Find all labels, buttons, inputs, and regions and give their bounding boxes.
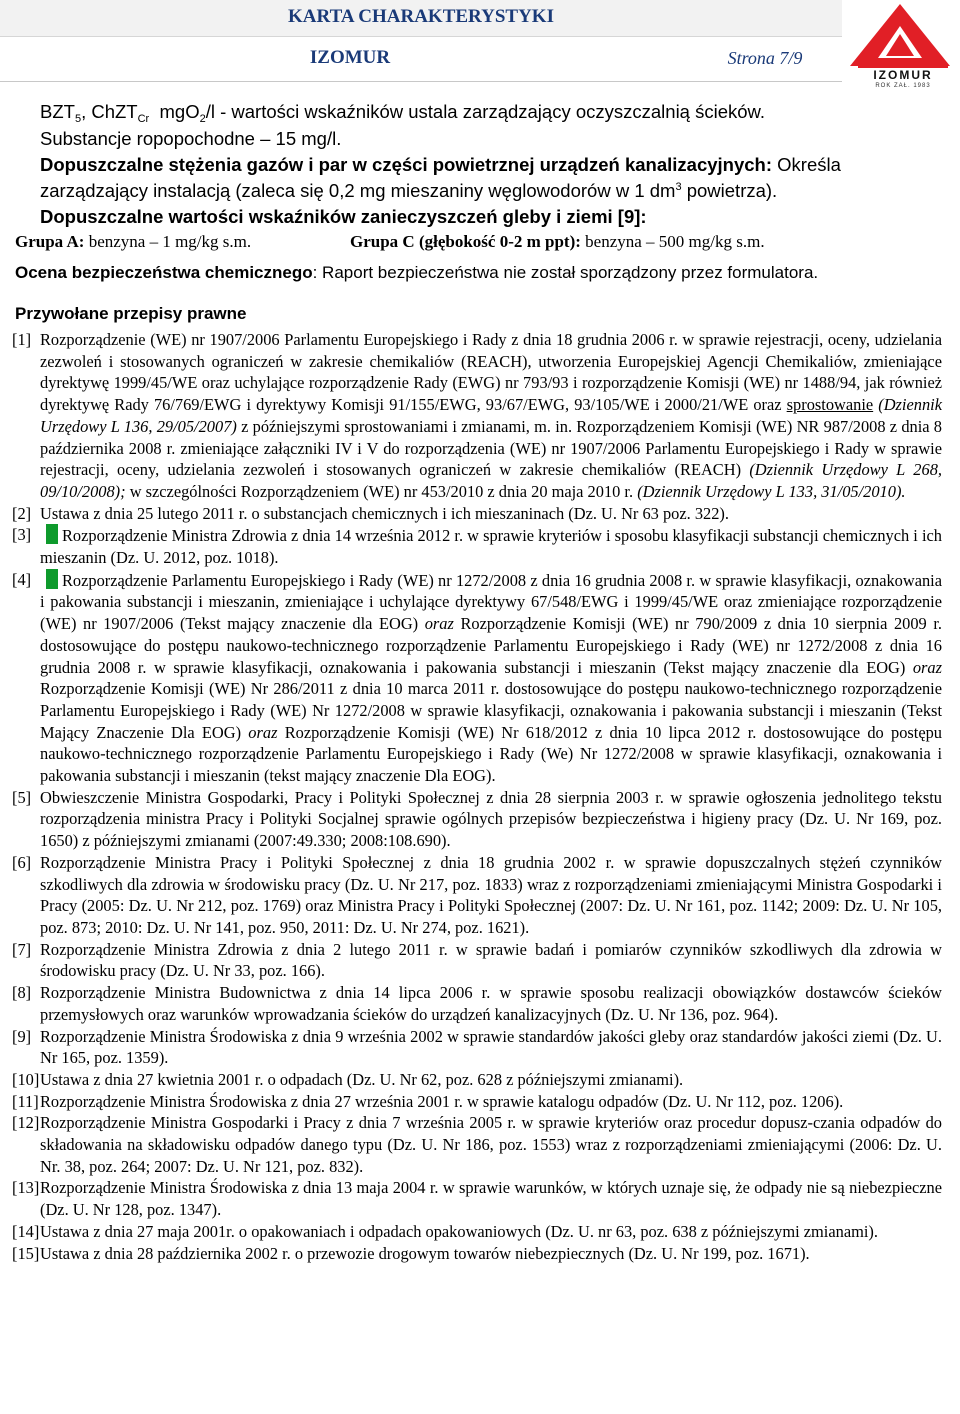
regulation-item: [12, 1243, 942, 1265]
intro-line-1: $BZT_5$, ChZT$_{Cr}$ mgO$_2$/l - wartości wskaźników ustala zarządzający oczyszczalnią ścieków.: [40, 101, 766, 125]
change-marker: [46, 524, 58, 544]
regulation-item: [12, 1112, 942, 1177]
regulation-number: [3]: [12, 525, 32, 545]
regulation-number: [10]: [12, 1069, 40, 1089]
gas-limits-line-1: Dopuszczalne stężenia gazów i par w części powietrznej urządzeń kanalizacyjnych: Określa: [40, 154, 841, 175]
regulation-text: Rozporządzenie (WE) nr 1907/2006 Parlamentu Europejskiego i Rady z dnia 18 grudnia 2006 r. w sprawie rejestracji, oceny, udzielania zezwoleń i stosowanych ograniczeń w zakresie chemikaliów (REACH), utworzenia Europejskiej Agencji Chemikaliów, zmieniające dyrektywę 1999/45/WE oraz uchylające rozporządzenie Rady (EWG) nr 793/93 i rozporządzenie Komisji (WE) nr 1488/94, jak również dyrektywę Rady 76/769/EWG i dyrektywy Komisji 91/155/EWG, 93/67/EWG, 93/105/WE i 2000/21/WE oraz: [40, 330, 942, 415]
regulation-item: [12, 1026, 942, 1069]
regulation-item: [12, 503, 942, 525]
regulation-text: Ustawa z dnia 27 maja 2001r. o opakowaniach i odpadach opakowaniowych (Dz. U. nr 63, poz. 638 z późniejszymi zmianami).: [40, 1221, 878, 1241]
regulation-number: [8]: [12, 983, 32, 1003]
company-name: IZOMUR: [309, 47, 391, 68]
regulation-text: Rozporządzenie Ministra Pracy i Polityki Społecznej z dnia 18 grudnia 2002 r. w sprawie dopuszczalnych stężeń czynników szkodliwych dla zdrowia w środowisku pracy (Dz. U. Nr 217, poz. 1833) wraz z rozporządzeniami zmieniającymi Ministra Gospodarki i Pracy (2005: Dz. U. Nr 212, poz. 1769) oraz Ministra Pracy i Polityki Społecznej (2007: Dz. U. Nr 161, poz. 1142; 2009: Dz. U. Nr 105, poz. 873; 2010: Dz. U. Nr 141, poz. 950, 2011: Dz. U. Nr 274, poz. 1621).: [40, 852, 942, 937]
regulation-text: Rozporządzenie Ministra Zdrowia z dnia 14 września 2012 r. w sprawie kryteriów i sposobu klasyfikacji substancji chemicznych i ich mieszanin (Dz. U. 2012, poz. 1018).: [40, 526, 942, 568]
regulation-text: Ustawa z dnia 28 października 2002 r. o przewozie drogowym towarów niebezpiecznych (Dz. U. Nr 199, poz. 1671).: [40, 1243, 810, 1263]
regulation-number: [12]: [12, 1113, 40, 1133]
intro-line-2: Substancje ropopochodne – 15 mg/l.: [40, 128, 342, 149]
chemical-safety-assessment: Ocena bezpieczeństwa chemicznego: Raport bezpieczeństwa nie został sporządzony przez formulatora.: [15, 263, 819, 282]
regulation-item: [12, 852, 942, 939]
regulation-text: (Dziennik Urzędowy L 133, 31/05/2010).: [637, 481, 906, 501]
regulation-text: Rozporządzenie Ministra Budownictwa z dnia 14 lipca 2006 r. w sprawie sposobu realizacji obowiązków dostawców ścieków przemysłowych oraz warunków wprowadzania ścieków do urządzeń kanalizacyjnych (Dz. U. Nr 136, poz. 964).: [40, 983, 942, 1024]
regulation-text: Rozporządzenie Ministra Gospodarki i Pracy z dnia 7 września 2005 r. w sprawie kryteriów oraz procedur dopusz-czania odpadów do składowania na składowisku odpadów danego typu (Dz. U. Nr 186, poz. 1553) wraz z rozporządzeniami zmieniającymi (2006: Dz. U. Nr. 38, poz. 264; 2007: Dz. U. Nr 121, poz. 832).: [40, 1113, 942, 1176]
page-number: Strona 7/9: [727, 48, 803, 68]
regulation-text: w szczególności Rozporządzeniem (WE) nr 453/2010 z dnia 20 maja 2010 r.: [125, 481, 638, 501]
regulation-text: z późniejszymi sprostowaniami i zmianami, m. in. Rozporządzeniem Komisji (WE) NR 987/2008 z dnia 8 października 2008 r. zmieniające załączniki IV i V do rozporządzenia (WE) nr 1907/2006 Parlamentu Europejskiego i Rady w sprawie rejestracji, oceny, udzielania zezwoleń i stosowanych ograniczeń w zakresie chemikaliów (REACH): [40, 416, 942, 480]
logo-founded: ROK ZAŁ. 1983: [875, 83, 931, 88]
regulation-text: Rozporządzenie Komisji (WE) Nr 286/2011 z dnia 10 marca 2011 r. dostosowujące do postępu naukowo-technicznego rozporządzenie Parlamentu Europejskiego i Rady (WE) Nr 1272/2008 w sprawie klasyfikacji, oznakowania i pakowania substancji i mieszanin (Tekst Mający Znaczenie Dla EOG): [40, 679, 942, 742]
regulation-text: oraz: [912, 657, 942, 677]
regulations-heading: Przywołane przepisy prawne: [15, 304, 247, 323]
regulation-text: Obwieszczenie Ministra Gospodarki, Pracy i Polityki Społecznej z dnia 28 sierpnia 2003 r. w sprawie ogłoszenia jednolitego tekstu rozporządzenia ministra Pracy i Polityki Socjalnej sprawie ogólnych przepisów bezpieczeństwa i higieny pracy (Dz. U. Nr 169, poz. 1650) z późniejszymi zmianami (2007:49.330; 2008:108.690).: [40, 787, 942, 851]
regulation-number: [15]: [12, 1243, 40, 1263]
regulation-number: [13]: [12, 1178, 40, 1198]
regulation-text: Ustawa z dnia 27 kwietnia 2001 r. o odpadach (Dz. U. Nr 62, poz. 628 z późniejszymi zmianami).: [40, 1069, 684, 1089]
regulation-text: Rozporządzenie Ministra Zdrowia z dnia 2 lutego 2011 r. w sprawie badań i pomiarów czynników szkodliwych dla zdrowia w środowisku pracy (Dz. U. Nr 33, poz. 166).: [40, 939, 942, 981]
regulation-item: [12, 569, 942, 787]
regulation-item: [12, 787, 942, 852]
regulation-item: [12, 1177, 942, 1220]
regulation-number: [9]: [12, 1026, 32, 1046]
regulation-text: oraz: [248, 722, 278, 742]
document-title: KARTA CHARAKTERYSTYKI: [288, 6, 554, 27]
regulation-number: [14]: [12, 1221, 40, 1241]
regulation-item: [12, 524, 942, 568]
regulation-text: (Dziennik Urzędowy L 136, 29/05/2007): [40, 395, 942, 436]
regulation-number: [7]: [12, 939, 32, 959]
regulation-item: [12, 982, 942, 1025]
regulation-item: [12, 1069, 942, 1091]
regulation-item: [12, 939, 942, 982]
regulation-text: sprostowanie: [786, 395, 874, 415]
regulation-number: [6]: [12, 852, 32, 872]
regulation-text: (Dziennik Urzędowy L 268, 09/10/2008);: [40, 460, 942, 501]
regulation-item: [12, 1221, 942, 1243]
regulation-text: oraz: [424, 614, 454, 634]
regulation-text: Rozporządzenie Ministra Środowiska z dnia 27 września 2001 r. w sprawie katalogu odpadów (Dz. U. Nr 112, poz. 1206).: [40, 1091, 844, 1111]
logo-wordmark: IZOMUR: [873, 68, 933, 82]
regulation-text: Ustawa z dnia 25 lutego 2011 r. o substancjach chemicznych i ich mieszaninach (Dz. U. Nr 63 poz. 322).: [40, 503, 729, 523]
group-a: Grupa A: benzyna – 1 mg/kg s.m.: [15, 232, 252, 251]
gas-limits-line-2: zarządzający instalacją (zaleca się 0,2 mg mieszaniny węglowodorów w 1 $dm^3$ powietrza).: [40, 180, 778, 201]
regulation-number: [1]: [12, 330, 32, 349]
regulation-text: Rozporządzenie Parlamentu Europejskiego i Rady (WE) nr 1272/2008 z dnia 16 grudnia 2008 r. w sprawie klasyfikacji, oznakowania i pakowania substancji i mieszanin, zmieniające i uchylające dyrektywy 67/548/EWG i 1999/45/WE oraz zmieniające rozporządzenie (WE) nr 1907/2006 (Tekst mający znaczenie dla EOG): [40, 570, 942, 634]
group-c: Grupa C (głębokość 0-2 m ppt): benzyna – 500 mg/kg s.m.: [350, 232, 765, 251]
regulation-number: [2]: [12, 503, 32, 523]
regulations-list: [12, 329, 942, 1264]
regulation-item: [12, 329, 942, 503]
change-marker: [46, 569, 58, 589]
soil-limits-heading: Dopuszczalne wartości wskaźników zanieczyszczeń gleby i ziemi [9]:: [40, 206, 647, 227]
regulation-number: [5]: [12, 787, 32, 807]
regulation-text: Rozporządzenie Ministra Środowiska z dnia 13 maja 2004 r. w sprawie warunków, w których uznaje się, że odpady nie są niebezpieczne (Dz. U. Nr 128, poz. 1347).: [40, 1178, 942, 1220]
regulation-text: Rozporządzenie Komisji (WE) nr 790/2009 z dnia 10 sierpnia 2009 r. dostosowujące do postępu naukowo-technicznego rozporządzenie Parlamentu Europejskiego i Rady (WE) nr 1272/2008 z dnia 16 grudnia 2008 r. w sprawie klasyfikacji, oznakowania i pakowania substancji i mieszanin (Tekst mający znaczenie dla EOG): [40, 614, 942, 677]
izomur-logo: [848, 0, 958, 88]
regulation-item: [12, 1091, 942, 1113]
regulation-text: Rozporządzenie Ministra Środowiska z dnia 9 września 2002 w sprawie standardów jakości gleby oraz standardów jakości ziemi (Dz. U. Nr 165, poz. 1359).: [40, 1026, 942, 1068]
regulation-number: [11]: [12, 1091, 39, 1111]
regulation-text: Rozporządzenie Komisji (WE) Nr 618/2012 z dnia 10 lipca 2012 r. dostosowujące do postępu naukowo-technicznego rozporządzenie Parlamentu Europejskiego i Rady (We) Nr 1272/2008 w sprawie klasyfikacji, oznakowania i pakowania substancji i mieszanin (tekst mający znaczenie Dla EOG).: [40, 722, 942, 786]
regulation-number: [4]: [12, 569, 32, 589]
